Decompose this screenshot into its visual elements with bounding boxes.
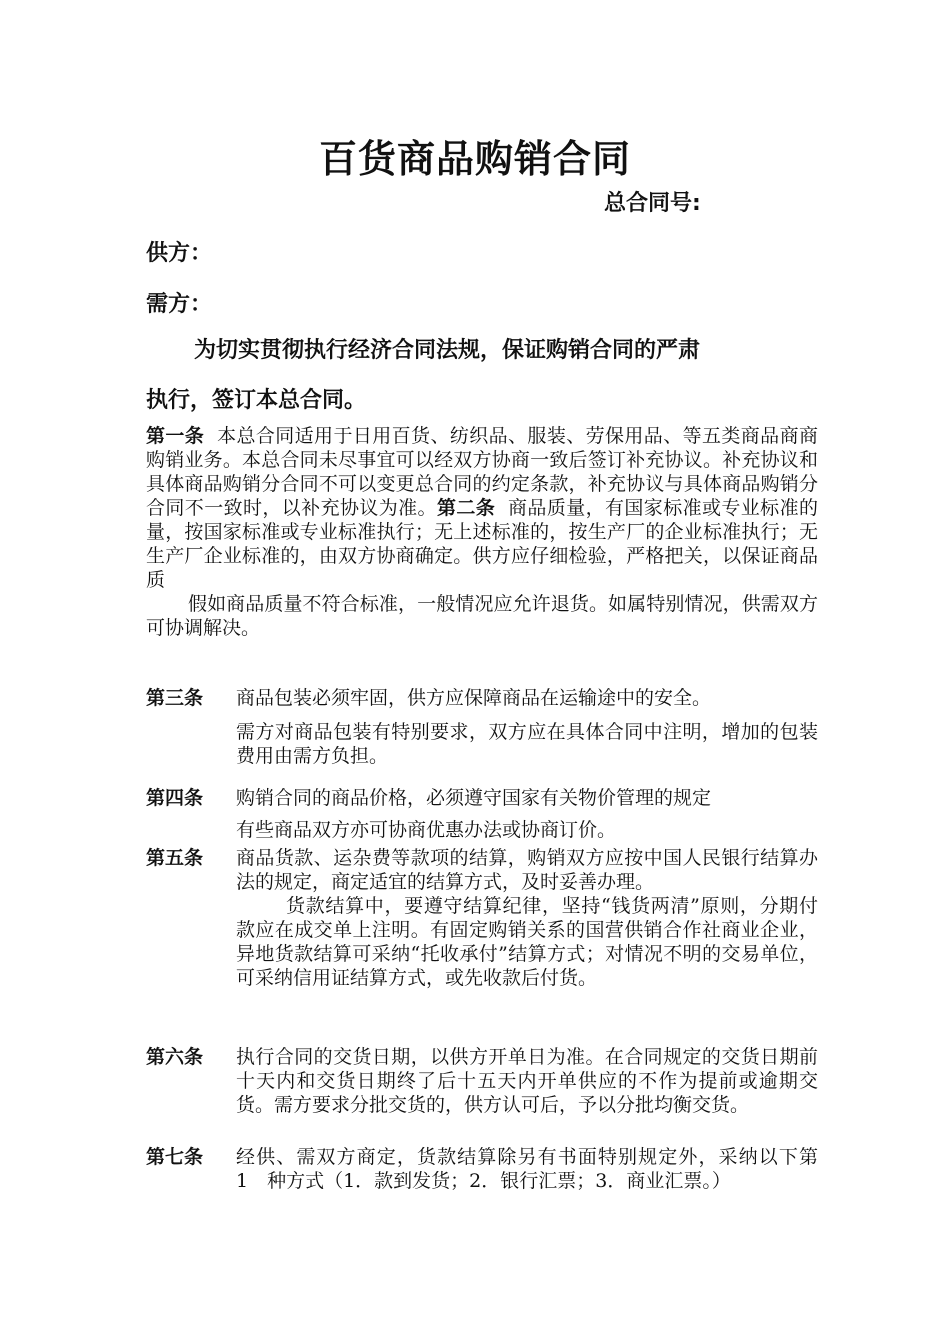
- article-2-para-2: 假如商品质量不符合标准，一般情况应允许退货。如属特别情况，供需双方可协调解决。: [146, 593, 818, 639]
- article-7-heading: 第七条: [146, 1146, 204, 1168]
- article-1-heading: 第一条: [146, 425, 205, 447]
- supplier-label: 供方：: [146, 241, 213, 266]
- article-1-text: 本总合同适用于日用百货、纺织品、服装、劳保用品、等五类商品商商购销业务。本总合同未尽事宜可以经双方协商一致后签订补充协议。补充协议和具体商品购销分合同不可以变更总合同的约定条款，补充协议与具体商品购销分合同不一致时，以补充协议为准。: [146, 425, 818, 519]
- article-5-heading: 第五条: [146, 847, 204, 869]
- article-3: [146, 686, 818, 768]
- article-4-text-2: 有些商品双方亦可协商优惠办法或协商订价。: [236, 819, 617, 841]
- article-4: [146, 786, 818, 842]
- article-7: [146, 1145, 838, 1193]
- article-6-heading: 第六条: [146, 1046, 204, 1068]
- article-2-heading: 第二条: [436, 497, 496, 519]
- article-1-2-block: [146, 424, 818, 640]
- preamble-line-1: 为切实贯彻执行经济合同法规，保证购销合同的严肃: [194, 338, 701, 363]
- article-4-text-1: 购销合同的商品价格，必须遵守国家有关物价管理的规定: [236, 787, 712, 809]
- article-3-heading: 第三条: [146, 687, 204, 709]
- article-7-text: 经供、需双方商定，货款结算除另有书面特别规定外，采纳以下第 1 种方式（1．款到发货；2．银行汇票；3．商业汇票。）: [236, 1146, 838, 1192]
- article-6: [146, 1045, 818, 1117]
- article-6-text: 执行合同的交货日期，以供方开单日为准。在合同规定的交货日期前十天内和交货日期终了后十五天内开单供应的不作为提前或逾期交货。需方要求分批交货的，供方认可后，予以分批均衡交货。: [236, 1046, 818, 1116]
- buyer-label: 需方：: [146, 292, 213, 317]
- article-5: [146, 846, 818, 990]
- article-3-text-1: 商品包装必须牢固，供方应保障商品在运输途中的安全。: [236, 687, 712, 709]
- article-5-text-2: 货款结算中，要遵守结算纪律，坚持“钱货两清”原则，分期付款应在成交单上注明。有固定购销关系的国营供销合作社商业企业，异地货款结算可采纳“托收承付”结算方式；对情况不明的交易单位，可采纳信用证结算方式，或先收款后付货。: [236, 895, 818, 989]
- preamble-line-2: 执行，签订本总合同。: [146, 388, 367, 413]
- article-4-heading: 第四条: [146, 787, 204, 809]
- contract-number-label: 总合同号:: [604, 191, 701, 216]
- document-title: 百货商品购销合同: [318, 137, 631, 181]
- article-3-text-2: 需方对商品包装有特别要求，双方应在具体合同中注明，增加的包装费用由需方负担。: [236, 721, 818, 767]
- article-2-text: 商品质量，有国家标准或专业标准的量，按国家标准或专业标准执行；无上述标准的，按生产厂的企业标准执行；无生产厂企业标准的，由双方协商确定。供方应仔细检验，严格把关，以保证商品质: [146, 497, 818, 591]
- article-5-text-1: 商品货款、运杂费等款项的结算，购销双方应按中国人民银行结算办法的规定，商定适宜的结算方式，及时妥善办理。: [236, 847, 818, 893]
